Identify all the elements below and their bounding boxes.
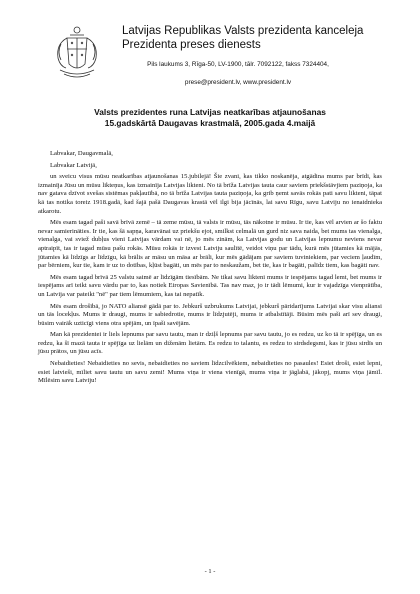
contact-line: prese@president.lv, www.president.lv <box>184 78 292 86</box>
coat-of-arms-icon <box>52 22 102 80</box>
letterhead <box>122 24 412 87</box>
speech-body <box>38 150 382 389</box>
org-name: Latvijas Republikas Valsts prezidenta kanceleja <box>122 25 364 37</box>
document-title <box>14 107 406 128</box>
salutation: Labvakar Latvijā, <box>50 161 97 169</box>
paragraph: Nebaidieties! Nebaidieties no sevis, nebaidieties no saviem līdzcilvēkiem, nebaidieties no pasaules! Esiet droši, esiet lepni, esiet latvieši, mīliet savu tautu un savu zemi! Mums viņa ir viena vienīgā, mums viņa ir jāglabā, jākopj, mums viņa jāmīl. Mīlēsim savu Latviju! <box>38 360 382 385</box>
paragraph: Man kā prezidentei ir liels lepnums par savu tautu, man ir dziļš lepnums par savu tautu, jo es redzu, uz ko tā ir spējīga, un es redzu, ka šī mazā tauta ir spējīga uz lielām un diženām lietām. Es redzu to talantu, es redzu to sirdsdegsmi, kas ir jūsu sirdīs un jūsu prātos, un jūsu acīs. <box>38 331 382 356</box>
paragraph: un sveicu visus mūsu neatkarības atjaunošanas 15.jubilejā! Šie zvani, kas tikko noskanēja, atgādina mums par brīdi, kas izmainīja Jūsu un mūsu likteņus, kas izmainīja Latvijas likteni. No tā brīža Latvijas tauta caur saviem priekšstāvjiem paziņoja, ka nav gatava dzīvot svešas sistēmas pakļautībā, no tā brīža Latvijas tauta paziņoja, ka grib ņemt savās rokās pati savu likteni, tāpat kā tas notika toreiz 1918.gadā, kad šajā pašā Daugavas krastā vēl ilgi bija jācīnās, lai savu Rīgu, savu Latviju no ienaidnieka atkarotu. <box>38 173 382 215</box>
title-line: Valsts prezidentes runa Latvijas neatkarības atjaunošanas <box>94 107 326 117</box>
org-department: Prezidenta preses dienests <box>122 39 261 51</box>
paragraph: Mēs esam drošībā, jo NATO aliansē gādā par to. Jebkurš uzbrukums Latvijai, jebkurš pāridarījums Latvijai skar visu aliansi un tās locekļus. Mums ir draugi, mums ir sabiedrotie, mums ir līdzjutēji, mums ir atbalstītāji. Būsim mēs paši arī sev draugi, būsim vairāk uzticīgi viens otra spējām, un īpaši savējām. <box>38 302 382 327</box>
paragraph: Mēs esam tagad brīvā 25 valstu saimē ar līdzīgām tiesībām. Ne tikai savu likteni mums ir iespējams tagad lemt, bet mums ir iespējams arī teikt savu vārdu par to, kas notiek Eiropas Savienībā. Tas nav maz, jo ir tādi lēmumi, kur ir vajadzīga vienprātība, un Latvija var pateikt "nē" par tiem lēmumiem, kas tai nepatīk. <box>38 273 382 298</box>
page-number: - 1 - <box>204 568 216 575</box>
paragraph: Mēs esam tagad paši savā brīvā zemē – tā zeme mūsu, tā valsts ir mūsu, tās nākotne ir mūsu. Ir tie, kas vēl arvien ar šo faktu nevar samierināties. Ir tie, kas šā sapņa, karavānai uz priekšu ejot, smilkst celmalā un gurd niz sava naida, bet mums tas vienalga, vienalga, vai sviež dubļus vieni Latvijas vārdam vai nē, jo mēs zinām, ka Latvijas godu un Latvijas lepnumu neviens nevar aptraipīt, tas ir tagad mūsu pašu rokās. Mūsu rokās ir izvest Latviju saulītē, veidot viņu par tādu, kurā mēs jūtamies kā mājās, jūtamies kā līdzīgs ar līdzīgu, kā brālis ar māsu un māsa ar brāli, kur mēs gādājam par saviem tuviniekiem, par veciem ļaudīm, par bērniem, kur tie, kam ir uz to dotības, kļūst bagāti, un mēs par to neskaužam, bet tie, kas ir bagāti, palīdz tiem, kas bagāti nav. <box>38 219 382 270</box>
salutation: Labvakar, Daugavmalā, <box>50 150 113 157</box>
title-line: 15.gadskārtā Daugavas krastmalā, 2005.gada 4.maijā <box>104 117 316 128</box>
address-line: Pils laukums 3, Rīga-50, LV-1900, tālr. 7092122, fakss 7324404, <box>147 61 329 68</box>
